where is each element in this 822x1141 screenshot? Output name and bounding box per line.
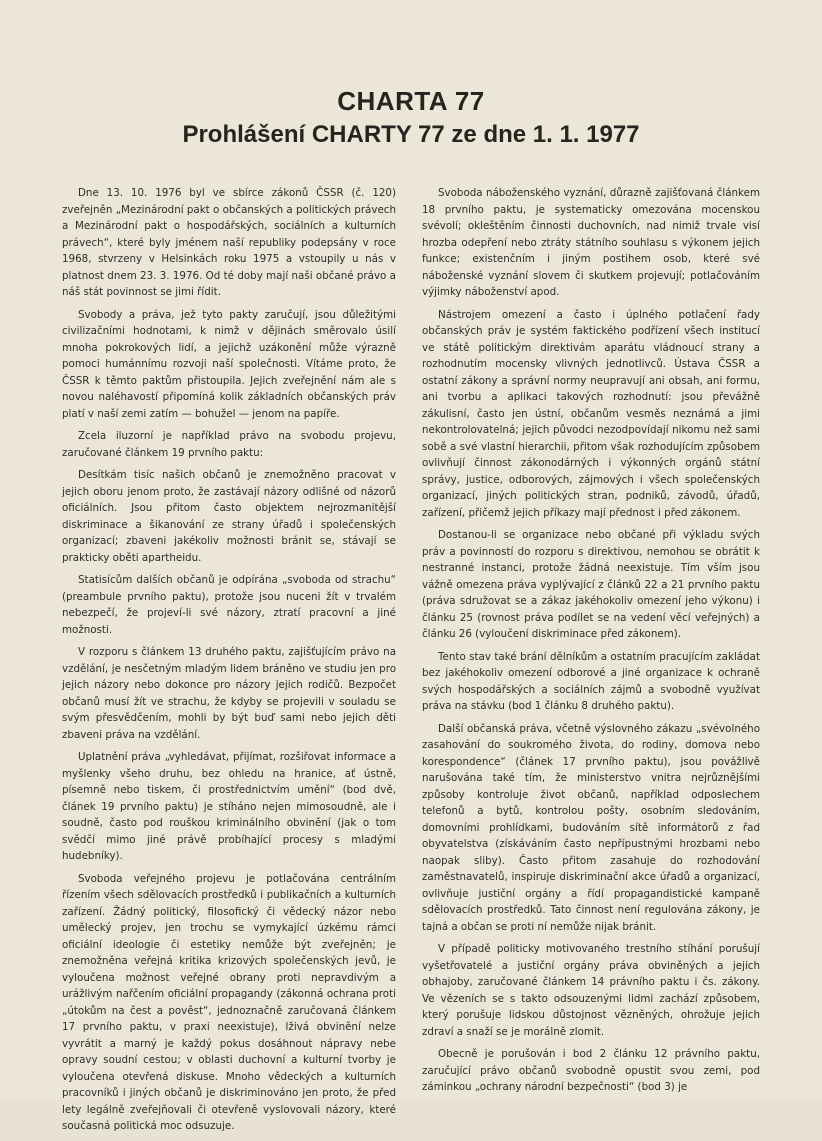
paragraph: Svoboda náboženského vyznání, důrazně zajišťovaná článkem 18 prvního paktu, je systematicky omezována mocenskou svévolí; okleštěním činnosti duchovních, nad nimiž trvale visí hrozba odepření nebo ztráty státního souhlasu s výkonem jejich funkce; existenčním i jiným postihem osob, které své náboženské vyznání slovem či skutkem projevují; potlačováním výjimky náboženství apod.	[422, 187, 760, 298]
paragraph: Svoboda veřejného projevu je potlačována centrálním řízením všech sdělovacích prostředků i publikačních a kulturních zařízení. Žádný politický, filosofický či vědecký názor nebo umělecký projev, jen trochu se vymykající úzkému rámci oficiální ideologie či estetiky nemůže být zveřejněn; je znemožněna veřejná kritika krizových společenských jevů, je vyloučena možnost veřejné obrany proti nepravdivým a urážlivým nařčením oficiální propagandy (zákonná ochrana proti „útokům na čest a pověst“, jednoznačně zaručovaná článkem 17 prvního paktu, v praxi neexistuje), lživá obvinění nelze vyvrátit a marný je každý pokus dosáhnout nápravy nebe opravy soudní cestou; v oblasti duchovní a kulturní tvorby je vyloučena otevřená diskuse. Mnoho vědeckých a kulturních pracovníků i jiných občanů je diskriminováno jen proto, že před lety legálně zveřejňovali či otevřeně vyslovovali názory, které současná politická moc odsuzuje.	[62, 872, 396, 1132]
document-title: CHARTA 77	[337, 86, 485, 116]
paragraph: Dne 13. 10. 1976 byl ve sbírce zákonů ČSSR (č. 120) zveřejněn „Mezinárodní pakt o občanských a politických právech a Mezinárodní pakt o hospodářských, sociálních a kulturních právech“, které byly jménem naší republiky podepsány v roce 1968, stvrzeny v Helsinkách roku 1975 a vstoupily u nás v platnost dnem 23. 3. 1976. Od té doby mají naši občané právo a náš stát povinnost se jimi řídit.	[62, 187, 396, 298]
paragraph: Zcela iluzorní je například právo na svobodu projevu, zaručované článkem 19 prvního paktu:	[62, 430, 396, 459]
paragraph: Desítkám tisíc našich občanů je znemožněno pracovat v jejich oboru jenom proto, že zastávají názory odlišné od názorů oficiálních. Jsou přitom často objektem nejrozmanitější diskriminace a šikanování ze strany úřadů i společenských organizací; zbaveni jakékoliv možnosti bránit se, stávají se prakticky oběti apartheidu.	[62, 469, 396, 564]
paragraph: V případě politicky motivovaného trestního stíhání porušují vyšetřovatelé a justiční orgány práva obviněných a jejich obhajoby, zaručované článkem 14 právního paktu i čs. zákony. Ve vězeních se s takto odsouzenými lidmi zachází způsobem, který porušuje lidskou důstojnost vězněných, ohrožuje jejich zdraví a snaží se je morálně zlomit.	[422, 943, 760, 1038]
paragraph: V rozporu s článkem 13 druhého paktu, zajišťujícím právo na vzdělání, je nesčetným mladým lidem bráněno ve studiu jen pro jejich názory nebo dokonce pro názory jejich rodičů. Bezpočet občanů musí žít ve strachu, že kdyby se projevili v souladu se svým přesvědčením, mohli by být buď sami nebo jejich děti zbaveni práva na vzdělání.	[62, 646, 396, 741]
right-text-column	[422, 185, 760, 1102]
paragraph: Tento stav také brání dělníkům a ostatním pracujícím zakládat bez jakéhokoliv omezení odborové a jiné organizace k ochraně svých hospodářských a sociálních zájmů a svobodně využívat práva na stávku (bod 1 článku 8 druhého paktu).	[422, 650, 760, 712]
left-text-column	[62, 185, 396, 1141]
paragraph: Dostanou-li se organizace nebo občané při výkladu svých práv a povinností do rozporu s direktivou, nemohou se obrátit k nestranné instanci, protože žádná neexistuje. Tím vším jsou vážně omezena práva vyplývající z článků 22 a 21 prvního paktu (práva sdružovat se a zákaz jakéhokoliv omezení jeho výkonu) i článku 25 (rovnost práva podílet se na vedení věcí veřejných) a článku 26 (vyloučení diskriminace před zákonem).	[422, 529, 760, 640]
paragraph: Obecně je porušován i bod 2 článku 12 právního paktu, zaručující právo občanů svobodně opustit svou zemi, pod záminkou „ochrany národní bezpečnosti“ (bod 3) je	[422, 1048, 760, 1093]
paragraph: Statisícům dalších občanů je odpírána „svoboda od strachu“ (preambule prvního paktu), protože jsou nuceni žít v trvalém nebezpečí, že projeví-li své názory, ztratí pracovní a jiné možnosti.	[62, 574, 396, 636]
paragraph: Nástrojem omezení a často i úplného potlačení řady občanských práv je systém faktického podřízení všech institucí ve státě politickým direktivám aparátu vládnoucí strany a rozhodnutím mocensky vlivných jednotlivců. Ústava ČSSR a ostatní zákony a správní normy neupravují ani obsah, ani formu, ani tvorbu a aplikaci takových rozhodnutí: jsou převážně zákulisní, často jen ústní, občanům vesměs neznámá a jimi nekontrolovatelná; jejich původci nezodpovídají nikomu než sami sobě a své vlastní hierarchii, přitom však rozhodujícím způsobem ovlivňují činnost zákonodárných i výkonných orgánů státní správy, justice, odborových, zájmových i všech společenských organizací, jiných politických stran, podniků, závodů, úřadů, zařízení, přičemž jejich příkazy mají přednost i před zákonem.	[422, 308, 760, 519]
document-header	[0, 86, 822, 149]
document-subtitle: Prohlášení CHARTY 77 ze dne 1. 1. 1977	[182, 121, 640, 148]
paragraph: Další občanská práva, včetně výslovného zákazu „svévolného zasahování do soukromého života, do rodiny, domova nebo korespondence“ (článek 17 prvního paktu), jsou povážlivě narušována také tím, že ministerstvo vnitra nejrůznějšími způsoby kontroluje život občanů, například odposlechem telefonů a bytů, kontrolou pošty, osobním sledováním, domovními prohlídkami, budováním sítě informátorů z řad obyvatelstva (získáváním často nepřípustnými hrozbami nebo naopak sliby). Často přitom zasahuje do rozhodování zaměstnavatelů, inspiruje diskriminační akce úřadů a organizací, ovlivňuje justiční orgány a řídí propagandistické kampaně sdělovacích prostředků. Tato činnost není regulována zákony, je tajná a občan se proti ní nemůže nijak bránit.	[422, 722, 760, 933]
paragraph: Uplatnění práva „vyhledávat, přijímat, rozšiřovat informace a myšlenky všeho druhu, bez ohledu na hranice, ať ústně, písemně nebo tiskem, či prostřednictvím umění“ (bod dvě, článek 19 prvního paktu) je stíháno nejen mimosoudně, ale i soudně, často pod rouškou kriminálního obvinění (jak o tom svědčí mimo jiné právě probíhající procesy s mladými hudebníky).	[62, 751, 396, 862]
paragraph: Svobody a práva, jež tyto pakty zaručují, jsou důležitými civilizačními hodnotami, k nimž v dějinách směrovalo úsilí mnoha pokrokových lidí, a jejichž uzákonění může výrazně pomoci humánnímu rozvoji naší společnosti. Vítáme proto, že ČSSR k těmto paktům přistoupila. Jejich zveřejnění nám ale s novou naléhavostí připomíná kolik základních občanských práv platí v naší zemi zatím — bohužel — jenom na papíře.	[62, 308, 396, 420]
